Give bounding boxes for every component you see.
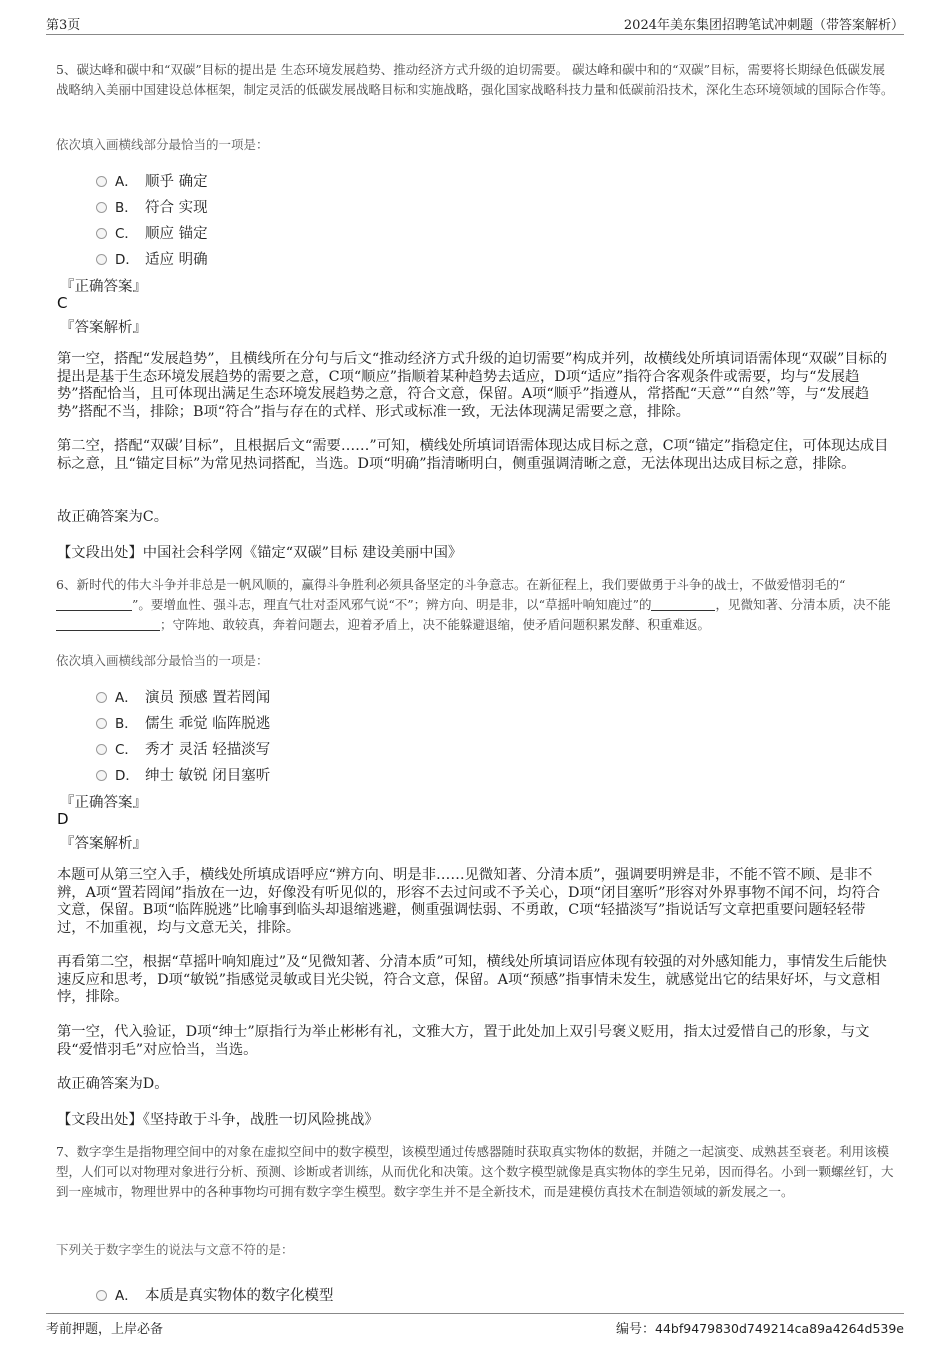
q6-analysis-2: 再看第二空，根据“草摇叶响知鹿过”及“见微知著、分清本质”可知，横线处所填词语应体现有较强的对外感知能力，事情发生后能快速反应和思考，D项“敏锐”指感觉灵敏或目光尖锐，符合文意，保留。A项“预感”指事情未发生，就感觉出它的结果好坏，与文意相悖，排除。 xyxy=(57,954,887,1005)
q6-option-b[interactable]: B． 儒生 乖觉 临阵脱逃 xyxy=(96,712,270,732)
radio-icon[interactable] xyxy=(96,692,107,703)
q5-analysis-label: 『答案解析』 xyxy=(60,320,147,336)
blank-1 xyxy=(56,598,132,611)
q6-analysis-1: 本题可从第三空入手，横线处所填成语呼应“辨方向、明是非……见微知著、分清本质”，强调要明辨是非，不能不管不顾、是非不辨，A项“置若罔闻”指放在一边，好像没有听见似的，形容不去过问或不予关心，D项“闭目塞听”形容对外界事物不闻不问，均符合文意，保留。B项“临阵脱逃”比喻事到临头却退缩逃避，侧重强调怯弱、不勇敢，C项“轻描淡写”指说话写文章把重要问题轻轻带过，不加重视，均与文意无关，排除。 xyxy=(57,867,881,936)
radio-icon[interactable] xyxy=(96,176,107,187)
q7-option-a[interactable]: A． 本质是真实物体的数字化模型 xyxy=(96,1284,334,1304)
radio-icon[interactable] xyxy=(96,254,107,265)
radio-icon[interactable] xyxy=(96,228,107,239)
q5-answer-label: 『正确答案』 xyxy=(60,279,147,295)
radio-icon[interactable] xyxy=(96,744,107,755)
q6-stem: 6、新时代的伟大斗争并非总是一帆风顺的，赢得斗争胜利必须具备坚定的斗争意志。在新征程上，我们要做勇于斗争的战士，不做爱惜羽毛的“”。要增血性、强斗志，理直气壮对歪风邪气说“不”；辨方向、明是非，以“草摇叶响知鹿过”的 ，见微知著、分清本质，决不能；守阵地、敢较真，奔着问题去，迎着矛盾上，决不能躲避退缩，使矛盾问题积累发酵、积重难返。 xyxy=(56,577,891,632)
q7-stem: 7、数字孪生是指物理空间中的对象在虚拟空间中的数字模型，该模型通过传感器随时获取真实物体的数据，并随之一起演变、成熟甚至衰老。利用该模型，人们可以对物理对象进行分析、预测、诊断或者训练，从而优化和决策。这个数字模型就像是真实物体的孪生兄弟，因而得名。小到一颗螺丝钉，大到一座城市，物理世界中的各种事物均可拥有数字孪生模型。数字孪生并不是全新技术，而是建模仿真技术在制造领域的新发展之一。 xyxy=(56,1144,894,1199)
q6-option-a[interactable]: A． 演员 预感 置若罔闻 xyxy=(96,686,270,706)
q5-answer: C xyxy=(57,294,68,312)
blank-3 xyxy=(56,618,160,631)
q5-analysis-2: 第二空，搭配“双碳’目标”，且根据后文“需要……”可知，横线处所填词语需体现达成目标之意，C项“锚定”指稳定住，可体现达成目标之意，且“锚定目标”为常见热词搭配，当选。D项“明确”指清晰明白，侧重强调清晰之意，无法体现出达成目标之意，排除。 xyxy=(57,438,889,472)
q6-option-d[interactable]: D． 绅士 敏锐 闭目塞听 xyxy=(96,764,270,784)
q6-option-c[interactable]: C． 秀才 灵活 轻描淡写 xyxy=(96,738,270,758)
page-number: 第3页 xyxy=(46,18,81,33)
blank-2 xyxy=(651,598,715,611)
q6-answer: D xyxy=(57,810,69,828)
q6-prompt: 依次填入画横线部分最恰当的一项是： xyxy=(56,653,269,668)
q6-source: 【文段出处】《坚持敢于斗争，战胜一切风险挑战》 xyxy=(57,1112,379,1128)
q5-option-b[interactable]: B． 符合 实现 xyxy=(96,196,208,216)
page-header xyxy=(46,10,904,35)
page-footer xyxy=(46,1313,904,1336)
q5-prompt: 依次填入画横线部分最恰当的一项是： xyxy=(56,137,269,152)
q7-prompt: 下列关于数字孪生的说法与文意不符的是： xyxy=(56,1242,294,1257)
q5-option-d[interactable]: D． 适应 明确 xyxy=(96,248,208,268)
document-code: 编号：44bf9479830d749214ca89a4264d539e xyxy=(616,1321,904,1337)
q6-analysis-4: 故正确答案为D。 xyxy=(57,1076,169,1092)
q5-source: 【文段出处】中国社会科学网《锚定“双碳”目标 建设美丽中国》 xyxy=(57,545,463,561)
radio-icon[interactable] xyxy=(96,202,107,213)
q6-analysis-3: 第一空，代入验证，D项“绅士”原指行为举止彬彬有礼，文雅大方，置于此处加上双引号褒义贬用，指太过爱惜自己的形象，与文段“爱惜羽毛”对应恰当，当选。 xyxy=(57,1024,870,1058)
q6-analysis-label: 『答案解析』 xyxy=(60,836,147,852)
footer-slogan: 考前押题，上岸必备 xyxy=(46,1322,164,1337)
document-title: 2024年美东集团招聘笔试冲刺题（带答案解析） xyxy=(623,18,904,33)
q5-option-a[interactable]: A． 顺乎 确定 xyxy=(96,170,208,190)
q5-option-c[interactable]: C． 顺应 锚定 xyxy=(96,222,208,242)
q5-analysis-1: 第一空，搭配“发展趋势”，且横线所在分句与后文“推动经济方式升级的迫切需要”构成并列，故横线处所填词语需体现“双碳”目标的提出是基于生态环境发展趋势的需要之意，C项“顺应”指顺着某种趋势去适应，D项“适应”指符合客观条件或需要，均与“发展趋势”搭配恰当，且可体现出满足生态环境发展趋势之意，符合文意，保留。A项“顺乎”指遵从，常搭配“天意”“自然”等，与“发展趋势”搭配不当，排除；B项“符合”指与存在的式样、形式或标准一致，无法体现满足需要之意，排除。 xyxy=(57,351,888,420)
radio-icon[interactable] xyxy=(96,770,107,781)
radio-icon[interactable] xyxy=(96,718,107,729)
q5-stem: 5、碳达峰和碳中和“双碳”目标的提出是 生态环境发展趋势、推动经济方式升级的迫切需要。 碳达峰和碳中和的“双碳”目标，需要将长期绿色低碳发展战略纳入美丽中国建设总体框架，制定灵活的低碳发展战略目标和实施战略，强化国家战略科技力量和低碳前沿技术，深化生态环境领域的国际合作等。 xyxy=(56,62,894,97)
q6-answer-label: 『正确答案』 xyxy=(60,795,147,811)
q5-analysis-3: 故正确答案为C。 xyxy=(57,509,169,525)
radio-icon[interactable] xyxy=(96,1290,107,1301)
